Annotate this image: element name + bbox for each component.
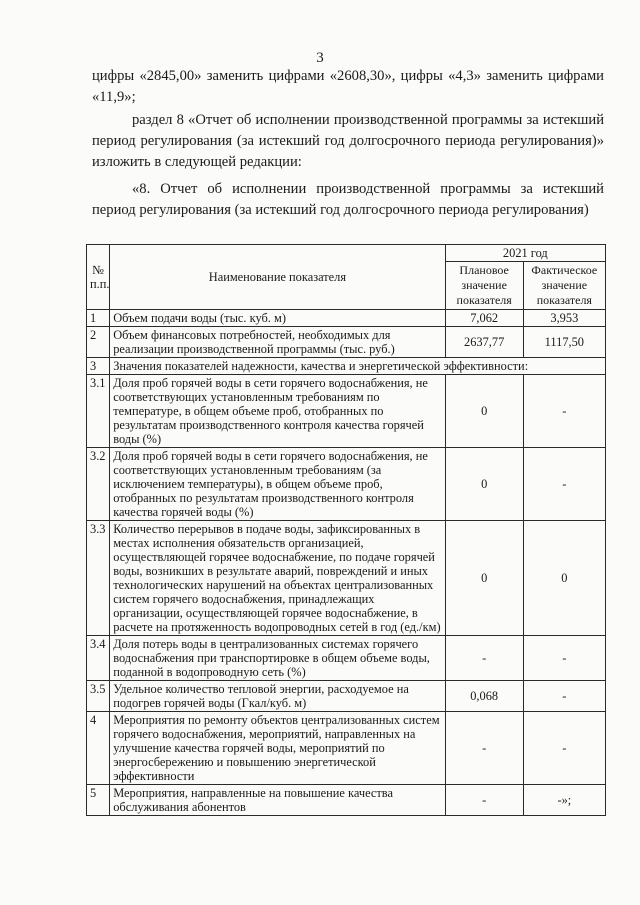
actual-value: -»; bbox=[523, 785, 605, 816]
row-number: 3 bbox=[87, 358, 110, 375]
actual-value: - bbox=[523, 681, 605, 712]
table-row bbox=[87, 785, 606, 816]
table-body bbox=[87, 310, 606, 816]
planned-value: 0 bbox=[445, 521, 523, 636]
actual-value: 1117,50 bbox=[523, 327, 605, 358]
table-row bbox=[87, 521, 606, 636]
header-indicator-name: Наименование показателя bbox=[110, 245, 445, 310]
indicator-name: Мероприятия по ремонту объектов централизованных систем горячего водоснабжения, мероприятий, направленных на улучшение качества горячей воды, мероприятий по энергосбережению и повышению энергетической эффективности bbox=[110, 712, 445, 785]
row-number: 3.1 bbox=[87, 375, 110, 448]
row-number: 5 bbox=[87, 785, 110, 816]
table-row bbox=[87, 375, 606, 448]
header-year: 2021 год bbox=[445, 245, 605, 262]
table-row bbox=[87, 358, 606, 375]
table-row bbox=[87, 636, 606, 681]
indicator-name: Количество перерывов в подаче воды, зафиксированных в местах исполнения обязательств организацией, осуществляющей горячее водоснабжение, по подаче горячей воды, возникших в результате аварий, повреждений и иных технологических нарушений на объектах централизованных систем горячего водоснабжения, принадлежащих организации, осуществляющей горячее водоснабжение, в расчете на протяженность водопроводных сетей в год (ед./км) bbox=[110, 521, 445, 636]
table-row bbox=[87, 712, 606, 785]
row-number: 3.2 bbox=[87, 448, 110, 521]
planned-value: 2637,77 bbox=[445, 327, 523, 358]
actual-value: - bbox=[523, 636, 605, 681]
page-number: 3 bbox=[316, 50, 324, 66]
table-row bbox=[87, 310, 606, 327]
planned-value: - bbox=[445, 636, 523, 681]
actual-value: 0 bbox=[523, 521, 605, 636]
paragraph-report-title: «8. Отчет об исполнении производственной программы за истекший период регулирования (за истекший год долгосрочного периода регулирования) bbox=[92, 181, 604, 218]
row-number: 1 bbox=[87, 310, 110, 327]
planned-value: 0 bbox=[445, 375, 523, 448]
table-header-row bbox=[87, 245, 606, 262]
planned-value: - bbox=[445, 712, 523, 785]
planned-value: 7,062 bbox=[445, 310, 523, 327]
row-number: 3.5 bbox=[87, 681, 110, 712]
header-actual-value: Фактическое значение показателя bbox=[523, 262, 605, 310]
indicator-name: Удельное количество тепловой энергии, расходуемое на подогрев горячей воды (Гкал/куб. м) bbox=[110, 681, 445, 712]
section-title: Значения показателей надежности, качества и энергетической эффективности: bbox=[110, 358, 606, 375]
indicator-name: Доля проб горячей воды в сети горячего водоснабжения, не соответствующих установленным требованиям по температуре, в общем объеме проб, отобранных по результатам производственного контроля качества горячей воды (%) bbox=[110, 375, 445, 448]
row-number: 3.3 bbox=[87, 521, 110, 636]
indicator-name: Доля проб горячей воды в сети горячего водоснабжения, не соответствующих установленным требованиям (за исключением температуры), в общем объеме проб, отобранных по результатам производственного контроля качества горячей воды (%) bbox=[110, 448, 445, 521]
table-row bbox=[87, 681, 606, 712]
row-number: 3.4 bbox=[87, 636, 110, 681]
planned-value: 0,068 bbox=[445, 681, 523, 712]
planned-value: - bbox=[445, 785, 523, 816]
actual-value: - bbox=[523, 448, 605, 521]
table-row bbox=[87, 327, 606, 358]
indicator-name: Объем финансовых потребностей, необходимых для реализации производственной программы (тыс. руб.) bbox=[110, 327, 445, 358]
row-number: 2 bbox=[87, 327, 110, 358]
header-number: № п.п. bbox=[87, 245, 110, 310]
report-table bbox=[86, 244, 606, 816]
row-number: 4 bbox=[87, 712, 110, 785]
header-planned-value: Плановое значение показателя bbox=[445, 262, 523, 310]
paragraph-amendment: цифры «2845,00» заменить цифрами «2608,30», цифры «4,3» заменить цифрами «11,9»; bbox=[92, 68, 604, 105]
indicator-name: Мероприятия, направленные на повышение качества обслуживания абонентов bbox=[110, 785, 445, 816]
indicator-name: Объем подачи воды (тыс. куб. м) bbox=[110, 310, 445, 327]
actual-value: 3,953 bbox=[523, 310, 605, 327]
actual-value: - bbox=[523, 375, 605, 448]
indicator-name: Доля потерь воды в централизованных системах горячего водоснабжения при транспортировке в общем объеме воды, поданной в водопроводную сеть (%) bbox=[110, 636, 445, 681]
table-row bbox=[87, 448, 606, 521]
paragraph-section-8: раздел 8 «Отчет об исполнении производственной программы за истекший период регулирования (за истекший год долгосрочного периода регулирования)» изложить в следующей редакции: bbox=[92, 112, 604, 170]
planned-value: 0 bbox=[445, 448, 523, 521]
actual-value: - bbox=[523, 712, 605, 785]
